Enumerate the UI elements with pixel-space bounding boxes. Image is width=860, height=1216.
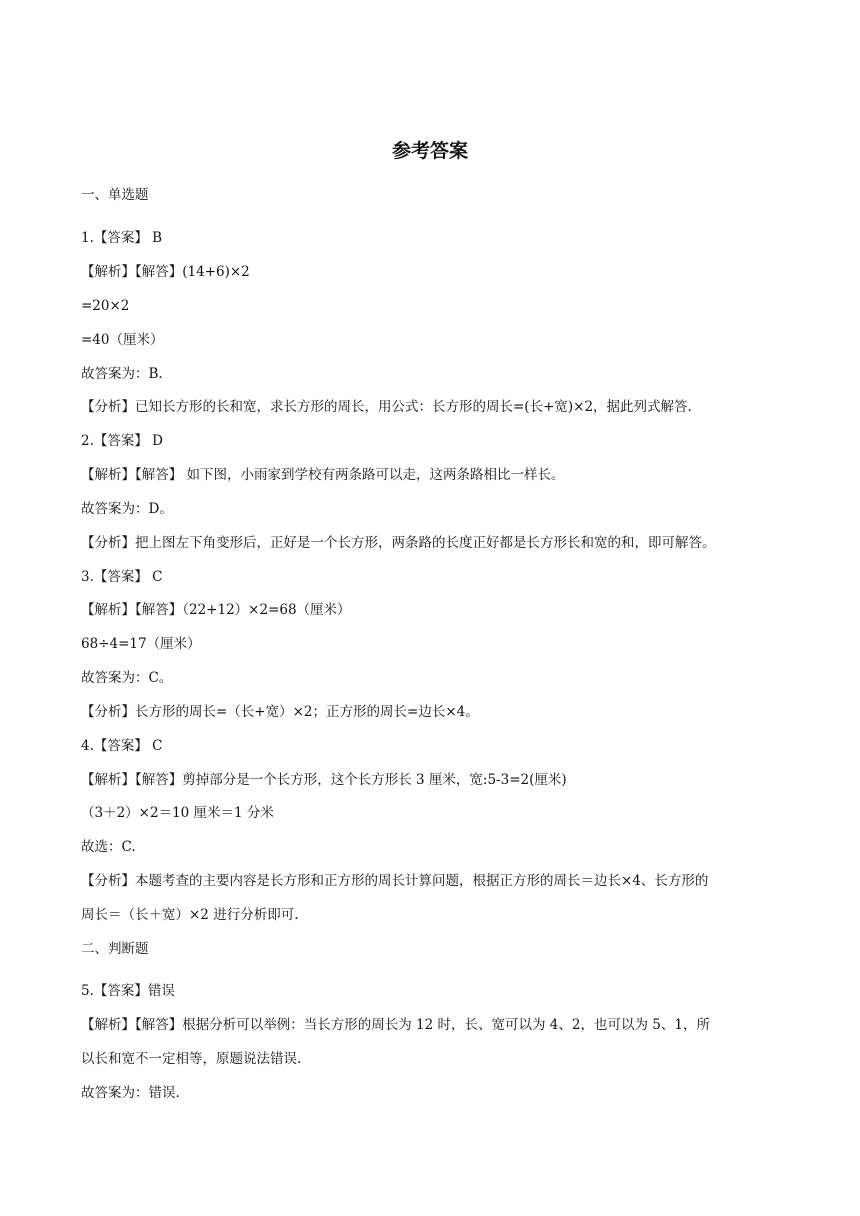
q5-solution-line-1: 【解析】【解答】根据分析可以举例：当长方形的周长为 12 时，长、宽可以为 4、2，也可以为 5、1，所: [81, 1017, 710, 1033]
q3-answer: 3.【答案】 C: [81, 569, 163, 585]
q5-answer: 5.【答案】错误: [81, 983, 175, 999]
q1-answer: 1.【答案】 B: [81, 230, 163, 246]
q3-final-answer: 故答案为：C。: [81, 670, 173, 686]
q3-solution-line-1: 【解析】【解答】（22+12）×2=68（厘米）: [81, 602, 351, 618]
q1-final-answer: 故答案为：B.: [81, 366, 163, 382]
page-title: 参考答案: [391, 140, 468, 162]
q1-analysis: 【分析】已知长方形的长和宽，求长方形的周长，用公式：长方形的周长=(长+宽)×2，据此列式解答.: [81, 399, 692, 415]
q4-analysis-line-2: 周长＝（长＋宽）×2 进行分析即可.: [81, 907, 299, 923]
q5-final-answer: 故答案为：错误.: [81, 1085, 180, 1101]
q1-solution-line-3: =40（厘米）: [81, 332, 164, 348]
q4-solution-line-1: 【解析】【解答】剪掉部分是一个长方形，这个长方形长 3 厘米，宽:5-3=2(厘米): [81, 772, 567, 788]
q2-answer: 2.【答案】 D: [81, 433, 163, 449]
q5-solution-line-2: 以长和宽不一定相等，原题说法错误.: [81, 1051, 302, 1067]
section-heading-single-choice: 一、单选题: [81, 187, 149, 203]
q4-final-answer: 故选：C.: [81, 839, 136, 855]
q3-solution-line-2: 68÷4=17（厘米）: [81, 636, 201, 652]
q4-answer: 4.【答案】 C: [81, 738, 163, 754]
q4-analysis-line-1: 【分析】本题考查的主要内容是长方形和正方形的周长计算问题，根据正方形的周长＝边长×4、长方形的: [81, 873, 709, 889]
q1-solution-line-1: 【解析】【解答】(14+6)×2: [81, 264, 250, 280]
q2-analysis: 【分析】把上图左下角变形后，正好是一个长方形，两条路的长度正好都是长方形长和宽的和，即可解答。: [81, 535, 716, 551]
section-heading-true-false: 二、判断题: [81, 941, 149, 957]
q2-solution-line-1: 【解析】【解答】 如下图，小雨家到学校有两条路可以走，这两条路相比一样长。: [81, 467, 565, 483]
q3-analysis: 【分析】长方形的周长=（长+宽）×2；正方形的周长=边长×4。: [81, 704, 479, 720]
q2-final-answer: 故答案为：D。: [81, 501, 173, 517]
q4-solution-line-2: （3＋2）×2＝10 厘米＝1 分米: [81, 805, 274, 821]
q1-solution-line-2: =20×2: [81, 298, 130, 314]
